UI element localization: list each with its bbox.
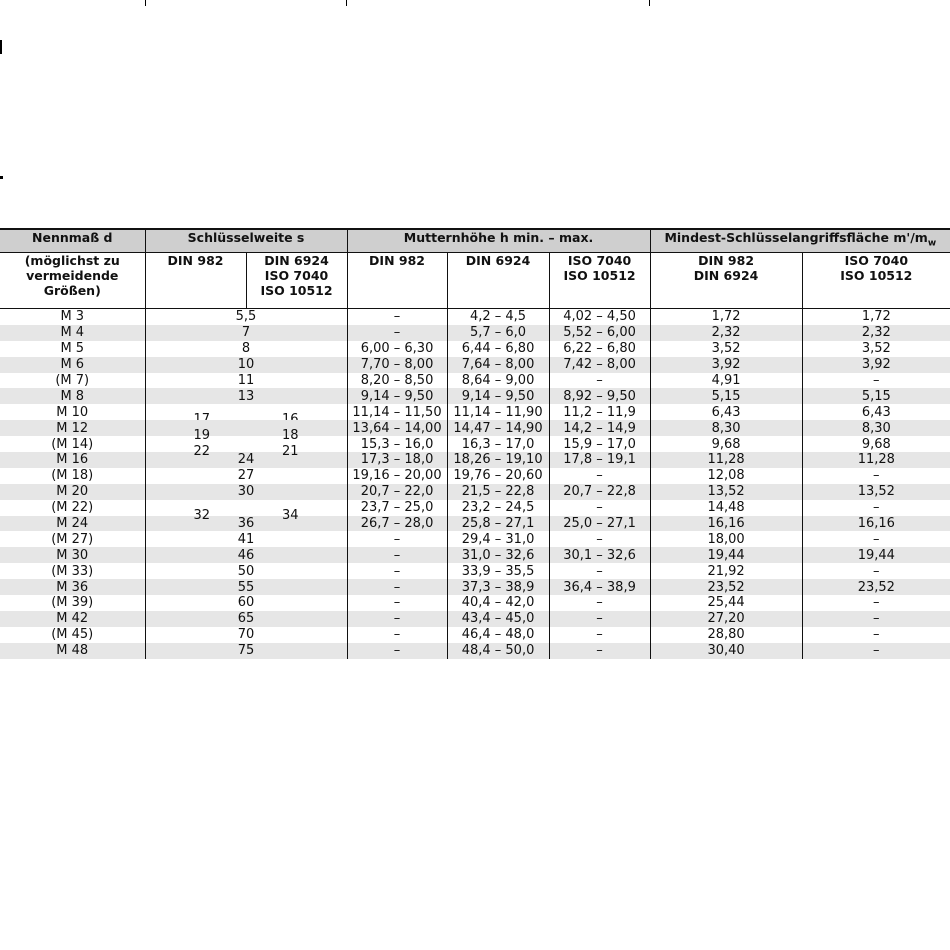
col-angriffsflaeche	[650, 229, 950, 253]
cell-h-iso7040: –	[549, 627, 650, 643]
cell-m-din982: 4,91	[650, 373, 802, 389]
cell-h-din982: 26,7 – 28,0	[347, 516, 447, 532]
sub-sa-din	[650, 253, 802, 309]
cell-h-din982: –	[347, 643, 447, 659]
cell-m-din982: 1,72	[650, 309, 802, 325]
cell-h-iso7040: 17,8 – 19,1	[549, 452, 650, 468]
cell-h-din6924: 33,9 – 35,5	[447, 563, 549, 579]
cell-m-iso7040: 16,16	[802, 516, 950, 532]
cell-nennmass: M 5	[60, 341, 85, 357]
cell-h-iso7040: –	[549, 643, 650, 659]
cell-h-iso7040: 11,2 – 11,9	[549, 404, 650, 420]
cell-schluesselweite: 75	[145, 643, 347, 659]
cell-m-iso7040: –	[802, 627, 950, 643]
cell-h-din982: 13,64 – 14,00	[347, 420, 447, 436]
cell-m-din982: 18,00	[650, 531, 802, 547]
cell-h-din982: –	[347, 547, 447, 563]
cell-h-din982: –	[347, 309, 447, 325]
cell-m-din982: 8,30	[650, 420, 802, 436]
table-row	[0, 627, 950, 643]
cell-sw-din982: 32	[193, 507, 211, 523]
cell-schluesselweite: 70	[145, 627, 347, 643]
cell-h-iso7040: –	[549, 563, 650, 579]
cell-h-din982: 7,70 – 8,00	[347, 357, 447, 373]
cell-h-din982: –	[347, 579, 447, 595]
cell-h-iso7040: –	[549, 611, 650, 627]
cell-h-din982: 20,7 – 22,0	[347, 484, 447, 500]
cell-h-din6924: 21,5 – 22,8	[447, 484, 549, 500]
sub-sw-iso10512-label: ISO 10512	[260, 283, 333, 298]
cell-m-iso7040: 3,92	[802, 357, 950, 373]
cell-h-din982: –	[347, 531, 447, 547]
table-row	[0, 500, 950, 516]
cell-nennmass: (M 14)	[51, 436, 94, 452]
cell-m-din982: 14,48	[650, 500, 802, 516]
nut-spec-table	[0, 228, 950, 659]
cell-m-iso7040: –	[802, 468, 950, 484]
table-row	[0, 404, 950, 420]
cell-schluesselweite: 60	[145, 595, 347, 611]
table-row	[0, 420, 950, 436]
cell-m-iso7040: –	[802, 563, 950, 579]
cell-m-din982: 2,32	[650, 325, 802, 341]
cell-nennmass: M 12	[0, 420, 145, 436]
cell-m-din982: 9,68	[650, 436, 802, 452]
cell-nennmass: (M 22)	[51, 500, 94, 516]
angriffsflaeche-subscript: w	[927, 238, 937, 249]
sub-sa-iso	[802, 253, 950, 309]
cell-h-din6924: 25,8 – 27,1	[447, 516, 549, 532]
cell-h-din6924: 46,4 – 48,0	[447, 627, 549, 643]
cell-m-din982: 3,92	[650, 357, 802, 373]
table-row	[0, 309, 950, 325]
cell-h-din6924: 7,64 – 8,00	[447, 357, 549, 373]
cell-nennmass: M 16	[0, 452, 145, 468]
cell-h-din982: –	[347, 595, 447, 611]
cell-h-iso7040: –	[549, 595, 650, 611]
sub-sa-iso10512-label: ISO 10512	[840, 268, 913, 283]
sub-sa-din982-label: DIN 982	[698, 253, 755, 268]
cell-h-din982: 23,7 – 25,0	[347, 500, 447, 516]
cell-m-din982: 16,16	[650, 516, 802, 532]
cell-h-iso7040: 5,52 – 6,00	[549, 325, 650, 341]
cell-m-din982: 23,52	[650, 579, 802, 595]
cell-m-din982: 30,40	[650, 643, 802, 659]
cell-m-iso7040: 5,15	[802, 388, 950, 404]
sub-sw-din982: DIN 982	[145, 253, 246, 309]
cell-m-iso7040: 6,43	[802, 404, 950, 420]
cell-m-iso7040: 23,52	[802, 579, 950, 595]
cell-nennmass: M 36	[0, 579, 145, 595]
cell-m-din982: 21,92	[650, 563, 802, 579]
col-schluesselweite: Schlüsselweite s	[145, 229, 347, 253]
cell-m-iso7040: 9,68	[802, 436, 950, 452]
cell-h-iso7040: 14,2 – 14,9	[549, 420, 650, 436]
cell-h-din6924: 40,4 – 42,0	[447, 595, 549, 611]
cell-nennmass: M 3	[60, 309, 85, 325]
table-row	[0, 325, 950, 341]
cell-m-din982: 19,44	[650, 547, 802, 563]
cell-sw-din982: 22	[193, 444, 211, 460]
cell-h-din6924: 37,3 – 38,9	[447, 579, 549, 595]
cell-schluesselweite: 5,5	[145, 309, 347, 325]
cell-nennmass: M 4	[0, 325, 145, 341]
cell-h-iso7040: –	[549, 500, 650, 516]
cell-m-din982: 5,15	[650, 388, 802, 404]
cell-h-din6924: 29,4 – 31,0	[447, 531, 549, 547]
cell-h-din6924: 16,3 – 17,0	[447, 436, 549, 452]
table-row	[0, 357, 950, 373]
sub-sa-iso7040-label: ISO 7040	[844, 253, 909, 268]
table-row	[0, 388, 950, 404]
table-row	[0, 516, 950, 532]
cell-h-din6924: 5,7 – 6,0	[447, 325, 549, 341]
cell-h-din982: –	[347, 611, 447, 627]
cell-m-iso7040: 2,32	[802, 325, 950, 341]
cell-m-iso7040: –	[802, 373, 950, 389]
cell-schluesselweite: 24	[145, 452, 347, 468]
cell-m-din982: 27,20	[650, 611, 802, 627]
cell-schluesselweite: 50	[145, 563, 347, 579]
cell-h-din982: 11,14 – 11,50	[347, 404, 447, 420]
cell-h-din6924: 8,64 – 9,00	[447, 373, 549, 389]
header-row	[0, 229, 950, 253]
sub-mh-iso	[549, 253, 650, 309]
col-nennmass: Nennmaß d	[0, 229, 145, 253]
cell-schluesselweite-split	[145, 500, 347, 523]
cell-h-iso7040: 8,92 – 9,50	[549, 388, 650, 404]
cell-schluesselweite: 36	[145, 516, 347, 532]
cell-h-iso7040: –	[549, 531, 650, 547]
sub-sw-din6924-label: DIN 6924	[264, 253, 329, 268]
table-body	[0, 309, 950, 659]
cell-h-din982: 15,3 – 16,0	[347, 436, 447, 452]
cell-nennmass: M 42	[0, 611, 145, 627]
table-row	[0, 547, 950, 563]
cell-h-din982: –	[347, 627, 447, 643]
cell-m-iso7040: 1,72	[802, 309, 950, 325]
cell-h-din6924: 23,2 – 24,5	[447, 500, 549, 516]
sub-mh-din6924: DIN 6924	[447, 253, 549, 309]
cell-nennmass: M 10	[56, 404, 89, 420]
cell-h-din6924: 4,2 – 4,5	[447, 309, 549, 325]
table-row	[0, 373, 950, 389]
cell-schluesselweite: 46	[145, 547, 347, 563]
cell-nennmass: (M 45)	[51, 627, 94, 643]
cell-schluesselweite: 7	[145, 325, 347, 341]
cell-h-din982: 17,3 – 18,0	[347, 452, 447, 468]
cell-schluesselweite: 65	[145, 611, 347, 627]
cell-h-iso7040: 6,22 – 6,80	[549, 341, 650, 357]
cell-m-iso7040: –	[802, 595, 950, 611]
cell-m-din982: 25,44	[650, 595, 802, 611]
cell-sw-din982: 19	[193, 428, 211, 444]
sub-mh-din982: DIN 982	[347, 253, 447, 309]
cell-m-din982: 12,08	[650, 468, 802, 484]
cell-sw-din6924: 34	[281, 507, 299, 523]
cell-m-iso7040: 8,30	[802, 420, 950, 436]
table-row	[0, 452, 950, 468]
cell-h-iso7040: 20,7 – 22,8	[549, 484, 650, 500]
cell-m-din982: 11,28	[650, 452, 802, 468]
cell-m-iso7040: –	[802, 643, 950, 659]
cell-h-din6924: 6,44 – 6,80	[447, 341, 549, 357]
sub-sa-din6924-label: DIN 6924	[693, 268, 759, 283]
nennmass-note: (möglichst zu vermeidende Größen)	[0, 253, 145, 309]
table-row	[0, 579, 950, 595]
cell-h-din6924: 31,0 – 32,6	[447, 547, 549, 563]
table-row	[0, 611, 950, 627]
cell-nennmass: (M 18)	[51, 468, 94, 484]
cell-h-din982: 9,14 – 9,50	[347, 388, 447, 404]
cell-h-din6924: 11,14 – 11,90	[447, 404, 549, 420]
cell-h-din982: 8,20 – 8,50	[347, 373, 447, 389]
table-row	[0, 436, 950, 452]
cell-m-iso7040: –	[802, 531, 950, 547]
table-row	[0, 468, 950, 484]
sub-mh-iso7040-label: ISO 7040	[567, 253, 632, 268]
table-row	[0, 563, 950, 579]
sub-mh-iso10512-label: ISO 10512	[563, 268, 636, 283]
cell-m-iso7040: 3,52	[802, 341, 950, 357]
cell-schluesselweite: 30	[145, 484, 347, 500]
cell-h-iso7040: 30,1 – 32,6	[549, 547, 650, 563]
cell-nennmass: M 8	[0, 388, 145, 404]
sub-sw-iso7040-label: ISO 7040	[264, 268, 329, 283]
cell-h-iso7040: 15,9 – 17,0	[549, 436, 650, 452]
table-row	[0, 595, 950, 611]
cell-m-iso7040: 13,52	[802, 484, 950, 500]
subheader-row	[0, 253, 950, 309]
col-mutterhoehe: Mutternhöhe h min. – max.	[347, 229, 650, 253]
cell-h-iso7040: 7,42 – 8,00	[549, 357, 650, 373]
cell-m-iso7040: 11,28	[802, 452, 950, 468]
cell-sw-din6924: 21	[281, 444, 299, 460]
cell-nennmass: M 6	[0, 357, 145, 373]
table-row	[0, 643, 950, 659]
cell-h-din6924: 48,4 – 50,0	[447, 643, 549, 659]
cell-h-din6924: 18,26 – 19,10	[447, 452, 549, 468]
cell-schluesselweite: 10	[145, 357, 347, 373]
cell-h-iso7040: 36,4 – 38,9	[549, 579, 650, 595]
cell-h-din982: 19,16 – 20,00	[347, 468, 447, 484]
cell-m-iso7040: 19,44	[802, 547, 950, 563]
cell-schluesselweite: 11	[145, 373, 347, 389]
cell-m-iso7040: –	[802, 500, 950, 516]
cell-nennmass: M 30	[0, 547, 145, 563]
cell-h-iso7040: 4,02 – 4,50	[549, 309, 650, 325]
cell-nennmass: (M 39)	[51, 595, 94, 611]
cell-h-din982: –	[347, 325, 447, 341]
sub-sw-din6924	[246, 253, 347, 309]
cell-h-din6924: 9,14 – 9,50	[447, 388, 549, 404]
cell-h-din982: –	[347, 563, 447, 579]
cell-nennmass: (M 27)	[51, 531, 94, 547]
cell-h-iso7040: 25,0 – 27,1	[549, 516, 650, 532]
cell-schluesselweite: 27	[145, 468, 347, 484]
cell-h-din982: 6,00 – 6,30	[347, 341, 447, 357]
cell-m-din982: 28,80	[650, 627, 802, 643]
cell-nennmass: M 48	[0, 643, 145, 659]
cell-schluesselweite-split	[145, 420, 347, 444]
cell-h-din6924: 19,76 – 20,60	[447, 468, 549, 484]
cell-schluesselweite: 41	[145, 531, 347, 547]
cell-h-din6924: 43,4 – 45,0	[447, 611, 549, 627]
cell-h-iso7040: –	[549, 468, 650, 484]
cell-h-din6924: 14,47 – 14,90	[447, 420, 549, 436]
cell-nennmass: M 20	[0, 484, 145, 500]
cell-sw-din6924: 18	[281, 428, 299, 444]
table-row	[0, 531, 950, 547]
cell-m-din982: 6,43	[650, 404, 802, 420]
cell-schluesselweite: 8	[145, 341, 347, 357]
cell-nennmass: M 24	[0, 516, 145, 532]
cell-m-iso7040: –	[802, 611, 950, 627]
angriffsflaeche-label: Mindest-Schlüsselangriffsfläche m'/m	[664, 230, 928, 245]
table-row	[0, 341, 950, 357]
cell-m-din982: 13,52	[650, 484, 802, 500]
cell-h-iso7040: –	[549, 373, 650, 389]
cell-nennmass: (M 33)	[51, 563, 94, 579]
cell-schluesselweite-split	[145, 404, 347, 420]
table-row	[0, 484, 950, 500]
cell-schluesselweite: 13	[145, 388, 347, 404]
cell-nennmass: (M 7)	[55, 373, 90, 388]
cell-schluesselweite: 55	[145, 579, 347, 595]
cell-m-din982: 3,52	[650, 341, 802, 357]
